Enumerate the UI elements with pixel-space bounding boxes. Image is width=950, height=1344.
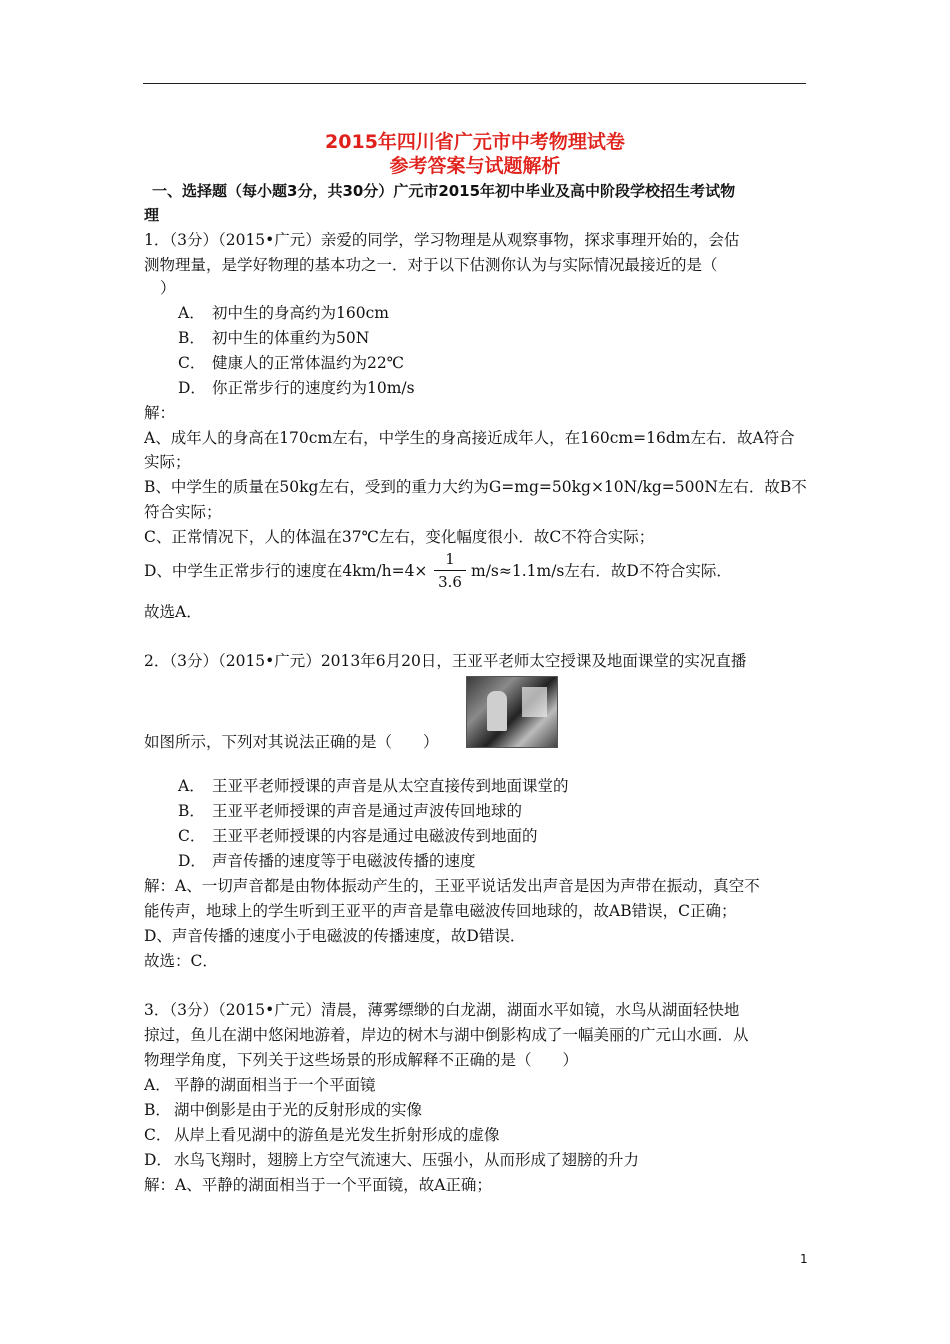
q3-stem-line2: 掠过，鱼儿在湖中悠闲地游着，岸边的树木与湖中倒影构成了一幅美丽的广元山水画．从 — [144, 1026, 749, 1044]
q1-answer: 故选A． — [144, 603, 202, 621]
q1-stem-line2: 测物理量，是学好物理的基本功之一．对于以下估测你认为与实际情况最接近的是（ — [144, 256, 718, 274]
q1-solution-b-line1: B、中学生的质量在50kg左右，受到的重力大约为G=mg=50kg×10N/kg=500N左右．故B不 — [144, 478, 807, 496]
page-subtitle: 参考答案与试题解析 — [389, 155, 561, 177]
q1-stem-line1: 1．（3分）（2015•广元）亲爱的同学，学习物理是从观察事物，探求事理开始的，会估 — [144, 231, 740, 249]
q1-solution-label: 解： — [144, 404, 176, 422]
q2-stem-line2: 如图所示，下列对其说法正确的是（ ） — [144, 733, 439, 751]
q2-solution-line1: 解：A、一切声音都是由物体振动产生的，王亚平说话发出声音是因为声带在振动，真空不 — [144, 877, 760, 895]
q2-option-b: B． 王亚平老师授课的声音是通过声波传回地球的 — [178, 802, 523, 820]
q1-option-d: D． 你正常步行的速度约为10m/s — [178, 379, 415, 397]
section-heading-cont: 理 — [144, 206, 160, 224]
fraction-bar — [434, 570, 466, 571]
fraction-denominator: 3.6 — [438, 573, 462, 591]
q2-solution-line3: D、声音传播的速度小于电磁波的传播速度，故D错误． — [144, 927, 526, 945]
space-lecture-photo — [466, 676, 558, 748]
q3-option-a: A． 平静的湖面相当于一个平面镜 — [144, 1076, 376, 1094]
section-heading: 一、选择题（每小题3分，共30分）广元市2015年初中毕业及高中阶段学校招生考试物 — [152, 182, 736, 200]
q2-stem-line1: 2．（3分）（2015•广元）2013年6月20日，王亚平老师太空授课及地面课堂的实况直播 — [144, 652, 747, 670]
q3-option-d: D． 水鸟飞翔时，翅膀上方空气流速大、压强小，从而形成了翅膀的升力 — [144, 1151, 640, 1169]
q1-stem-line3: ） — [160, 279, 176, 297]
header-rule — [143, 83, 806, 84]
q1-solution-d-prefix: D、中学生正常步行的速度在4km/h=4× — [144, 562, 428, 580]
q3-stem-line3: 物理学角度，下列关于这些场景的形成解释不正确的是（ ） — [144, 1051, 579, 1069]
q3-stem-line1: 3．（3分）（2015•广元）清晨，薄雾缥缈的白龙湖，湖面水平如镜，水鸟从湖面轻快地 — [144, 1001, 740, 1019]
q1-solution-c: C、正常情况下，人的体温在37℃左右，变化幅度很小．故C不符合实际； — [144, 528, 655, 546]
q2-option-a: A． 王亚平老师授课的声音是从太空直接传到地面课堂的 — [178, 777, 569, 795]
q3-option-b: B． 湖中倒影是由于光的反射形成的实像 — [144, 1101, 423, 1119]
q1-solution-d-suffix: m/s≈1.1m/s左右．故D不符合实际． — [471, 562, 732, 580]
q1-option-b: B． 初中生的体重约为50N — [178, 329, 370, 347]
page-title: 2015年四川省广元市中考物理试卷 — [325, 131, 625, 153]
page-number: 1 — [800, 1252, 808, 1266]
q1-solution-b-line2: 符合实际； — [144, 503, 222, 521]
q1-option-c: C． 健康人的正常体温约为22℃ — [178, 354, 405, 372]
q3-solution-line1: 解：A、平静的湖面相当于一个平面镜，故A正确； — [144, 1176, 492, 1194]
q2-solution-line2: 能传声，地球上的学生听到王亚平的声音是靠电磁波传回地球的，故AB错误，C正确； — [144, 902, 737, 920]
q1-option-a: A． 初中生的身高约为160cm — [178, 304, 389, 322]
q3-option-c: C． 从岸上看见湖中的游鱼是光发生折射形成的虚像 — [144, 1126, 500, 1144]
fraction-numerator: 1 — [445, 550, 455, 568]
q2-option-d: D． 声音传播的速度等于电磁波传播的速度 — [178, 852, 476, 870]
q2-option-c: C． 王亚平老师授课的内容是通过电磁波传到地面的 — [178, 827, 538, 845]
q2-answer: 故选：C． — [144, 952, 218, 970]
q1-solution-a-line2: 实际； — [144, 453, 191, 471]
q1-solution-a-line1: A、成年人的身高在170cm左右，中学生的身高接近成年人，在160cm=16dm左右．故A符合 — [144, 429, 795, 447]
